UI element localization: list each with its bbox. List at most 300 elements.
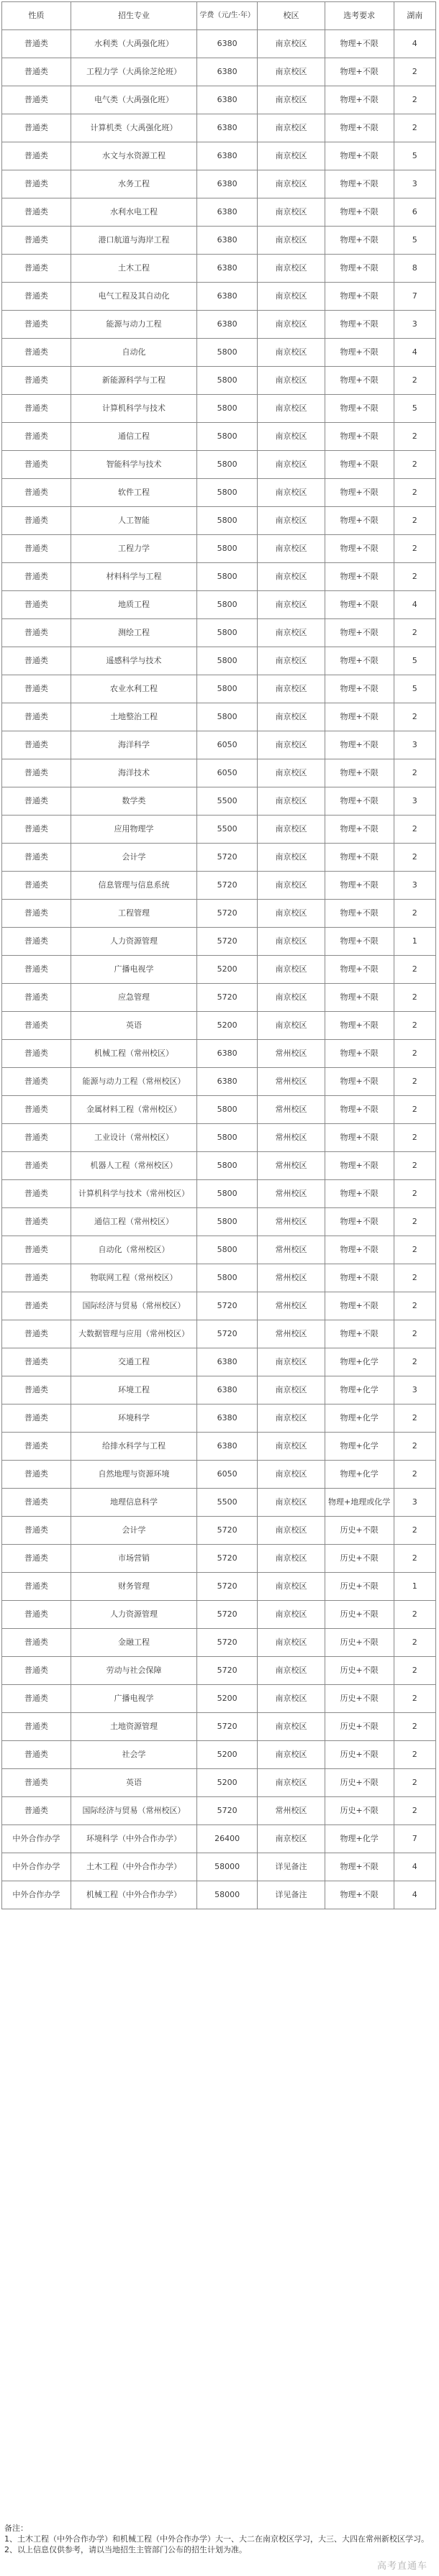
cell-campus: 常州校区 bbox=[258, 1180, 325, 1208]
cell-requirement: 历史+不限 bbox=[325, 1629, 394, 1657]
cell-fee: 6380 bbox=[197, 311, 258, 339]
cell-hunan: 2 bbox=[394, 1629, 435, 1657]
cell-fee: 6380 bbox=[197, 1068, 258, 1096]
cell-major: 机械工程（常州校区） bbox=[71, 1040, 196, 1068]
cell-hunan: 2 bbox=[394, 1713, 435, 1741]
cell-requirement: 物理+不限 bbox=[325, 1180, 394, 1208]
table-row bbox=[2, 1152, 436, 1180]
cell-type: 普通类 bbox=[2, 619, 71, 647]
cell-hunan: 2 bbox=[394, 1292, 435, 1320]
cell-hunan: 2 bbox=[394, 1348, 435, 1376]
cell-requirement: 历史+不限 bbox=[325, 1713, 394, 1741]
cell-requirement: 物理+不限 bbox=[325, 86, 394, 114]
cell-campus: 南京校区 bbox=[258, 479, 325, 507]
cell-requirement: 物理+不限 bbox=[325, 731, 394, 759]
cell-fee: 6380 bbox=[197, 30, 258, 58]
table-row bbox=[2, 1853, 436, 1881]
table-row bbox=[2, 198, 436, 227]
cell-fee: 6380 bbox=[197, 198, 258, 227]
cell-requirement: 物理+不限 bbox=[325, 479, 394, 507]
cell-requirement: 物理+不限 bbox=[325, 1208, 394, 1236]
cell-campus: 南京校区 bbox=[258, 647, 325, 675]
cell-campus: 南京校区 bbox=[258, 1545, 325, 1573]
cell-hunan: 4 bbox=[394, 339, 435, 367]
cell-campus: 详见备注 bbox=[258, 1853, 325, 1881]
cell-campus: 南京校区 bbox=[258, 114, 325, 142]
cell-type: 普通类 bbox=[2, 1124, 71, 1152]
cell-type: 普通类 bbox=[2, 1236, 71, 1264]
table-row bbox=[2, 507, 436, 535]
cell-campus: 南京校区 bbox=[258, 591, 325, 619]
cell-hunan: 2 bbox=[394, 1040, 435, 1068]
cell-requirement: 历史+不限 bbox=[325, 1657, 394, 1685]
table-row bbox=[2, 1320, 436, 1348]
cell-fee: 5200 bbox=[197, 956, 258, 984]
cell-hunan: 8 bbox=[394, 255, 435, 283]
table-row bbox=[2, 1769, 436, 1797]
cell-requirement: 物理+不限 bbox=[325, 647, 394, 675]
cell-major: 大数据管理与应用（常州校区） bbox=[71, 1320, 196, 1348]
note-2: 2、以上信息仅供参考，请以当地招生主管部门公布的招生计划为准。 bbox=[4, 2545, 247, 2554]
cell-campus: 详见备注 bbox=[258, 1881, 325, 1909]
cell-type: 普通类 bbox=[2, 900, 71, 928]
cell-requirement: 物理+不限 bbox=[325, 535, 394, 563]
table-row bbox=[2, 1180, 436, 1208]
header-major: 招生专业 bbox=[71, 2, 196, 30]
table-row bbox=[2, 1208, 436, 1236]
cell-major: 材料科学与工程 bbox=[71, 563, 196, 591]
cell-requirement: 物理+不限 bbox=[325, 507, 394, 535]
cell-campus: 南京校区 bbox=[258, 1657, 325, 1685]
cell-campus: 南京校区 bbox=[258, 1348, 325, 1376]
cell-campus: 南京校区 bbox=[258, 451, 325, 479]
cell-campus: 南京校区 bbox=[258, 1376, 325, 1405]
cell-campus: 南京校区 bbox=[258, 1012, 325, 1040]
cell-major: 农业水利工程 bbox=[71, 675, 196, 703]
cell-requirement: 历史+不限 bbox=[325, 1741, 394, 1769]
table-header-row bbox=[2, 2, 436, 30]
cell-major: 英语 bbox=[71, 1012, 196, 1040]
table-row bbox=[2, 1348, 436, 1376]
cell-hunan: 2 bbox=[394, 1068, 435, 1096]
cell-hunan: 3 bbox=[394, 1376, 435, 1405]
cell-major: 广播电视学 bbox=[71, 956, 196, 984]
cell-major: 海洋技术 bbox=[71, 759, 196, 787]
cell-major: 给排水科学与工程 bbox=[71, 1433, 196, 1461]
cell-requirement: 物理+不限 bbox=[325, 142, 394, 170]
cell-requirement: 物理+不限 bbox=[325, 872, 394, 900]
cell-major: 测绘工程 bbox=[71, 619, 196, 647]
cell-major: 环境工程 bbox=[71, 1376, 196, 1405]
header-type: 性质 bbox=[2, 2, 71, 30]
cell-hunan: 2 bbox=[394, 507, 435, 535]
cell-hunan: 2 bbox=[394, 1264, 435, 1292]
cell-fee: 5800 bbox=[197, 395, 258, 423]
cell-campus: 南京校区 bbox=[258, 1517, 325, 1545]
cell-hunan: 5 bbox=[394, 395, 435, 423]
table-row bbox=[2, 451, 436, 479]
cell-requirement: 物理+化学 bbox=[325, 1405, 394, 1433]
cell-major: 人力资源管理 bbox=[71, 1601, 196, 1629]
table-row bbox=[2, 535, 436, 563]
cell-requirement: 物理+不限 bbox=[325, 1096, 394, 1124]
table-row bbox=[2, 647, 436, 675]
cell-major: 环境科学（中外合作办学） bbox=[71, 1825, 196, 1853]
cell-hunan: 2 bbox=[394, 703, 435, 731]
table-row bbox=[2, 731, 436, 759]
cell-hunan: 2 bbox=[394, 1180, 435, 1208]
cell-hunan: 2 bbox=[394, 1545, 435, 1573]
table-row bbox=[2, 1124, 436, 1152]
cell-hunan: 2 bbox=[394, 1657, 435, 1685]
cell-major: 会计学 bbox=[71, 844, 196, 872]
cell-fee: 5800 bbox=[197, 647, 258, 675]
cell-fee: 6050 bbox=[197, 731, 258, 759]
cell-campus: 常州校区 bbox=[258, 1320, 325, 1348]
cell-fee: 6380 bbox=[197, 1348, 258, 1376]
cell-fee: 6380 bbox=[197, 1433, 258, 1461]
notes-title: 备注： bbox=[4, 2524, 28, 2533]
header-campus: 校区 bbox=[258, 2, 325, 30]
cell-requirement: 物理+不限 bbox=[325, 170, 394, 198]
cell-campus: 南京校区 bbox=[258, 675, 325, 703]
cell-hunan: 2 bbox=[394, 1741, 435, 1769]
cell-fee: 5720 bbox=[197, 984, 258, 1012]
cell-type: 普通类 bbox=[2, 198, 71, 227]
cell-requirement: 物理+不限 bbox=[325, 1012, 394, 1040]
table-row bbox=[2, 423, 436, 451]
cell-requirement: 物理+不限 bbox=[325, 703, 394, 731]
cell-campus: 常州校区 bbox=[258, 1096, 325, 1124]
cell-major: 土地资源管理 bbox=[71, 1713, 196, 1741]
cell-campus: 南京校区 bbox=[258, 227, 325, 255]
cell-hunan: 2 bbox=[394, 1517, 435, 1545]
cell-requirement: 物理+不限 bbox=[325, 619, 394, 647]
cell-fee: 6380 bbox=[197, 1405, 258, 1433]
cell-type: 普通类 bbox=[2, 1264, 71, 1292]
cell-major: 应用物理学 bbox=[71, 816, 196, 844]
cell-fee: 5800 bbox=[197, 367, 258, 395]
cell-requirement: 物理+不限 bbox=[325, 1152, 394, 1180]
cell-major: 自动化（常州校区） bbox=[71, 1236, 196, 1264]
table-row bbox=[2, 619, 436, 647]
table-row bbox=[2, 1292, 436, 1320]
cell-hunan: 2 bbox=[394, 1124, 435, 1152]
cell-major: 自然地理与资源环境 bbox=[71, 1461, 196, 1489]
table-row bbox=[2, 339, 436, 367]
cell-hunan: 2 bbox=[394, 86, 435, 114]
cell-requirement: 物理+不限 bbox=[325, 30, 394, 58]
cell-campus: 常州校区 bbox=[258, 1208, 325, 1236]
cell-major: 港口航道与海岸工程 bbox=[71, 227, 196, 255]
table-row bbox=[2, 675, 436, 703]
cell-major: 财务管理 bbox=[71, 1573, 196, 1601]
cell-major: 会计学 bbox=[71, 1517, 196, 1545]
cell-hunan: 3 bbox=[394, 872, 435, 900]
cell-requirement: 物理+不限 bbox=[325, 114, 394, 142]
cell-fee: 5800 bbox=[197, 535, 258, 563]
cell-hunan: 3 bbox=[394, 1489, 435, 1517]
cell-major: 应急管理 bbox=[71, 984, 196, 1012]
cell-major: 海洋科学 bbox=[71, 731, 196, 759]
cell-type: 普通类 bbox=[2, 1208, 71, 1236]
table-row bbox=[2, 1797, 436, 1825]
cell-fee: 6050 bbox=[197, 759, 258, 787]
cell-type: 普通类 bbox=[2, 1713, 71, 1741]
cell-campus: 南京校区 bbox=[258, 423, 325, 451]
table-row bbox=[2, 58, 436, 86]
cell-major: 金属材料工程（常州校区） bbox=[71, 1096, 196, 1124]
cell-type: 中外合作办学 bbox=[2, 1881, 71, 1909]
cell-fee: 5720 bbox=[197, 1657, 258, 1685]
cell-fee: 6380 bbox=[197, 255, 258, 283]
cell-fee: 5720 bbox=[197, 1713, 258, 1741]
table-row bbox=[2, 1573, 436, 1601]
table-row bbox=[2, 844, 436, 872]
cell-campus: 南京校区 bbox=[258, 1629, 325, 1657]
cell-fee: 5800 bbox=[197, 1208, 258, 1236]
cell-major: 自动化 bbox=[71, 339, 196, 367]
cell-type: 普通类 bbox=[2, 1096, 71, 1124]
cell-requirement: 物理+地理或化学 bbox=[325, 1489, 394, 1517]
cell-hunan: 2 bbox=[394, 58, 435, 86]
cell-hunan: 2 bbox=[394, 1208, 435, 1236]
table-row bbox=[2, 114, 436, 142]
cell-campus: 南京校区 bbox=[258, 535, 325, 563]
cell-type: 普通类 bbox=[2, 1741, 71, 1769]
cell-campus: 南京校区 bbox=[258, 86, 325, 114]
cell-requirement: 物理+不限 bbox=[325, 816, 394, 844]
cell-major: 英语 bbox=[71, 1769, 196, 1797]
cell-fee: 5200 bbox=[197, 1769, 258, 1797]
header-hunan: 湖南 bbox=[394, 2, 435, 30]
cell-campus: 常州校区 bbox=[258, 1068, 325, 1096]
enrollment-plan-table bbox=[1, 1, 436, 1909]
cell-fee: 5800 bbox=[197, 1096, 258, 1124]
table-row bbox=[2, 311, 436, 339]
cell-requirement: 物理+不限 bbox=[325, 395, 394, 423]
cell-hunan: 2 bbox=[394, 1405, 435, 1433]
cell-type: 普通类 bbox=[2, 114, 71, 142]
cell-campus: 南京校区 bbox=[258, 198, 325, 227]
cell-requirement: 物理+不限 bbox=[325, 984, 394, 1012]
cell-campus: 南京校区 bbox=[258, 1825, 325, 1853]
cell-type: 普通类 bbox=[2, 1629, 71, 1657]
cell-campus: 南京校区 bbox=[258, 1769, 325, 1797]
cell-hunan: 2 bbox=[394, 1152, 435, 1180]
cell-type: 普通类 bbox=[2, 1657, 71, 1685]
cell-type: 普通类 bbox=[2, 1517, 71, 1545]
cell-fee: 5720 bbox=[197, 1545, 258, 1573]
cell-type: 普通类 bbox=[2, 1348, 71, 1376]
cell-campus: 南京校区 bbox=[258, 1573, 325, 1601]
cell-major: 土地整治工程 bbox=[71, 703, 196, 731]
cell-type: 中外合作办学 bbox=[2, 1853, 71, 1881]
cell-hunan: 2 bbox=[394, 1433, 435, 1461]
cell-campus: 南京校区 bbox=[258, 787, 325, 816]
cell-hunan: 2 bbox=[394, 1096, 435, 1124]
cell-campus: 南京校区 bbox=[258, 1601, 325, 1629]
cell-type: 普通类 bbox=[2, 423, 71, 451]
table-row bbox=[2, 1433, 436, 1461]
cell-requirement: 历史+不限 bbox=[325, 1601, 394, 1629]
cell-hunan: 2 bbox=[394, 114, 435, 142]
cell-campus: 南京校区 bbox=[258, 703, 325, 731]
table-row bbox=[2, 1517, 436, 1545]
cell-campus: 南京校区 bbox=[258, 956, 325, 984]
cell-major: 能源与动力工程（常州校区） bbox=[71, 1068, 196, 1096]
cell-fee: 5200 bbox=[197, 1685, 258, 1713]
cell-major: 信息管理与信息系统 bbox=[71, 872, 196, 900]
cell-type: 普通类 bbox=[2, 507, 71, 535]
cell-major: 水文与水资源工程 bbox=[71, 142, 196, 170]
cell-requirement: 物理+不限 bbox=[325, 956, 394, 984]
cell-fee: 5200 bbox=[197, 1012, 258, 1040]
cell-requirement: 物理+不限 bbox=[325, 58, 394, 86]
cell-hunan: 2 bbox=[394, 451, 435, 479]
cell-type: 普通类 bbox=[2, 1405, 71, 1433]
cell-major: 计算机类（大禹强化班） bbox=[71, 114, 196, 142]
cell-requirement: 历史+不限 bbox=[325, 1797, 394, 1825]
cell-requirement: 物理+不限 bbox=[325, 591, 394, 619]
table-row bbox=[2, 1461, 436, 1489]
cell-requirement: 物理+不限 bbox=[325, 339, 394, 367]
table-row bbox=[2, 1236, 436, 1264]
header-requirement: 选考要求 bbox=[325, 2, 394, 30]
cell-major: 数学类 bbox=[71, 787, 196, 816]
cell-campus: 南京校区 bbox=[258, 255, 325, 283]
table-row bbox=[2, 1741, 436, 1769]
cell-fee: 5800 bbox=[197, 507, 258, 535]
cell-hunan: 3 bbox=[394, 787, 435, 816]
cell-hunan: 3 bbox=[394, 170, 435, 198]
cell-fee: 6380 bbox=[197, 142, 258, 170]
cell-fee: 5800 bbox=[197, 1264, 258, 1292]
table-body bbox=[2, 30, 436, 1909]
cell-campus: 南京校区 bbox=[258, 759, 325, 787]
table-row bbox=[2, 1040, 436, 1068]
table-row bbox=[2, 395, 436, 423]
cell-type: 普通类 bbox=[2, 675, 71, 703]
cell-fee: 26400 bbox=[197, 1825, 258, 1853]
cell-type: 普通类 bbox=[2, 844, 71, 872]
cell-campus: 南京校区 bbox=[258, 367, 325, 395]
cell-type: 普通类 bbox=[2, 1068, 71, 1096]
cell-type: 普通类 bbox=[2, 1545, 71, 1573]
cell-requirement: 物理+不限 bbox=[325, 1040, 394, 1068]
cell-fee: 5720 bbox=[197, 1517, 258, 1545]
cell-campus: 南京校区 bbox=[258, 900, 325, 928]
cell-requirement: 物理+化学 bbox=[325, 1376, 394, 1405]
cell-hunan: 2 bbox=[394, 1685, 435, 1713]
table-row bbox=[2, 479, 436, 507]
table-row bbox=[2, 1405, 436, 1433]
cell-fee: 5500 bbox=[197, 787, 258, 816]
cell-hunan: 4 bbox=[394, 1881, 435, 1909]
cell-fee: 5800 bbox=[197, 1236, 258, 1264]
watermark: 高考直通车 bbox=[376, 2561, 427, 2572]
cell-requirement: 物理+不限 bbox=[325, 1264, 394, 1292]
cell-fee: 5800 bbox=[197, 619, 258, 647]
cell-campus: 南京校区 bbox=[258, 844, 325, 872]
table-row bbox=[2, 759, 436, 787]
cell-major: 交通工程 bbox=[71, 1348, 196, 1376]
cell-type: 普通类 bbox=[2, 451, 71, 479]
cell-requirement: 物理+化学 bbox=[325, 1461, 394, 1489]
table-row bbox=[2, 928, 436, 956]
cell-fee: 5800 bbox=[197, 423, 258, 451]
cell-campus: 南京校区 bbox=[258, 30, 325, 58]
table-row bbox=[2, 591, 436, 619]
cell-requirement: 物理+不限 bbox=[325, 1068, 394, 1096]
cell-major: 国际经济与贸易（常州校区） bbox=[71, 1797, 196, 1825]
cell-hunan: 2 bbox=[394, 1320, 435, 1348]
cell-type: 普通类 bbox=[2, 1376, 71, 1405]
cell-fee: 5720 bbox=[197, 900, 258, 928]
cell-type: 普通类 bbox=[2, 956, 71, 984]
cell-fee: 5800 bbox=[197, 563, 258, 591]
cell-hunan: 3 bbox=[394, 731, 435, 759]
cell-type: 普通类 bbox=[2, 170, 71, 198]
cell-type: 普通类 bbox=[2, 1797, 71, 1825]
cell-major: 社会学 bbox=[71, 1741, 196, 1769]
note-1: 1、土木工程（中外合作办学）和机械工程（中外合作办学）大一、大二在南京校区学习，大三、大四在常州新校区学习。 bbox=[4, 2534, 429, 2544]
cell-major: 工程力学（大禹徐芝纶班） bbox=[71, 58, 196, 86]
table-row bbox=[2, 1068, 436, 1096]
cell-hunan: 2 bbox=[394, 900, 435, 928]
cell-requirement: 历史+不限 bbox=[325, 1685, 394, 1713]
cell-campus: 南京校区 bbox=[258, 872, 325, 900]
cell-hunan: 2 bbox=[394, 1012, 435, 1040]
cell-requirement: 物理+不限 bbox=[325, 283, 394, 311]
cell-type: 普通类 bbox=[2, 759, 71, 787]
cell-hunan: 5 bbox=[394, 142, 435, 170]
cell-campus: 南京校区 bbox=[258, 816, 325, 844]
cell-campus: 南京校区 bbox=[258, 339, 325, 367]
cell-campus: 南京校区 bbox=[258, 507, 325, 535]
cell-hunan: 2 bbox=[394, 1236, 435, 1264]
cell-hunan: 2 bbox=[394, 844, 435, 872]
cell-campus: 南京校区 bbox=[258, 58, 325, 86]
cell-major: 通信工程（常州校区） bbox=[71, 1208, 196, 1236]
cell-hunan: 1 bbox=[394, 1573, 435, 1601]
cell-fee: 5720 bbox=[197, 1797, 258, 1825]
cell-requirement: 物理+不限 bbox=[325, 759, 394, 787]
cell-fee: 6380 bbox=[197, 170, 258, 198]
cell-major: 计算机科学与技术（常州校区） bbox=[71, 1180, 196, 1208]
table-row bbox=[2, 1881, 436, 1909]
table-row bbox=[2, 1096, 436, 1124]
cell-type: 普通类 bbox=[2, 479, 71, 507]
cell-campus: 南京校区 bbox=[258, 984, 325, 1012]
cell-fee: 6380 bbox=[197, 1040, 258, 1068]
cell-fee: 5720 bbox=[197, 1292, 258, 1320]
cell-requirement: 物理+不限 bbox=[325, 787, 394, 816]
table-row bbox=[2, 30, 436, 58]
cell-campus: 南京校区 bbox=[258, 311, 325, 339]
cell-campus: 南京校区 bbox=[258, 928, 325, 956]
cell-fee: 5800 bbox=[197, 479, 258, 507]
cell-type: 普通类 bbox=[2, 1152, 71, 1180]
cell-type: 普通类 bbox=[2, 1292, 71, 1320]
cell-major: 机械工程（中外合作办学） bbox=[71, 1881, 196, 1909]
cell-requirement: 物理+不限 bbox=[325, 367, 394, 395]
cell-hunan: 2 bbox=[394, 816, 435, 844]
table-row bbox=[2, 1629, 436, 1657]
cell-requirement: 历史+不限 bbox=[325, 1545, 394, 1573]
cell-requirement: 物理+化学 bbox=[325, 1348, 394, 1376]
cell-major: 计算机科学与技术 bbox=[71, 395, 196, 423]
